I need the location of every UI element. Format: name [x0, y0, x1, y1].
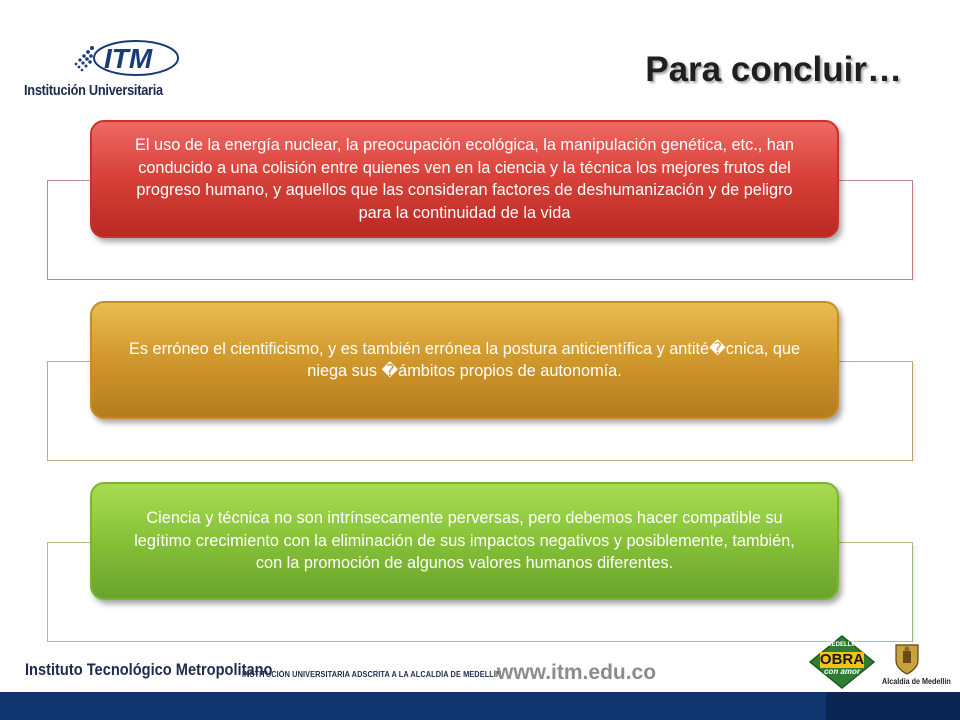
- itm-logo-mark-icon: [70, 38, 180, 78]
- footer-bar: [0, 692, 960, 720]
- badge-sub-text: con amor: [823, 667, 860, 676]
- content-block-red: [90, 120, 839, 238]
- medellin-obra-badge: [808, 634, 876, 690]
- block-text: El uso de la energía nuclear, la preocupación ecológica, la manipulación genética, etc., han conducido a una colisión entre quienes ven en la ciencia y la técnica los mejores frutos del progreso humano, y aquellos que las consideran factores de deshumanización y de peligro para la continuidad de la vida: [135, 136, 794, 222]
- footer-institution: Instituto Tecnológico Metropolitano: [25, 660, 273, 679]
- logo-caption: Institución Universitaria: [24, 82, 163, 99]
- svg-text:ITM: ITM: [104, 43, 153, 74]
- block-text: Es erróneo el cientificismo, y es también errónea la postura anticientífica y antité�cnica, que niega sus �ámbitos propios de autonomía.: [129, 339, 800, 380]
- slide-title: Para concluir…: [645, 50, 902, 89]
- footer-bar-accent: [826, 692, 960, 720]
- badge-top-text: MEDELLÍN: [826, 642, 858, 648]
- alcaldia-logo: [882, 643, 951, 689]
- content-block-green: [90, 482, 839, 600]
- badge-main-text: OBRA: [819, 651, 865, 668]
- coat-of-arms-icon: [894, 643, 920, 675]
- block-text: Ciencia y técnica no son intrínsecamente perversas, pero debemos hacer compatible su legítimo crecimiento con la eliminación de sus impactos negativos y posiblemente, también, con la promoción de algunos valores humanos diferentes.: [134, 509, 795, 573]
- itm-logo: [20, 38, 180, 104]
- footer-url: www.itm.edu.co: [497, 661, 657, 684]
- footer-affiliation: INSTITUCIÓN UNIVERSITARIA ADSCRITA A LA ALCALDÍA DE MEDELLÍN: [242, 670, 502, 679]
- content-block-orange: [90, 301, 839, 419]
- alcaldia-caption: Alcaldía de Medellín: [882, 677, 951, 686]
